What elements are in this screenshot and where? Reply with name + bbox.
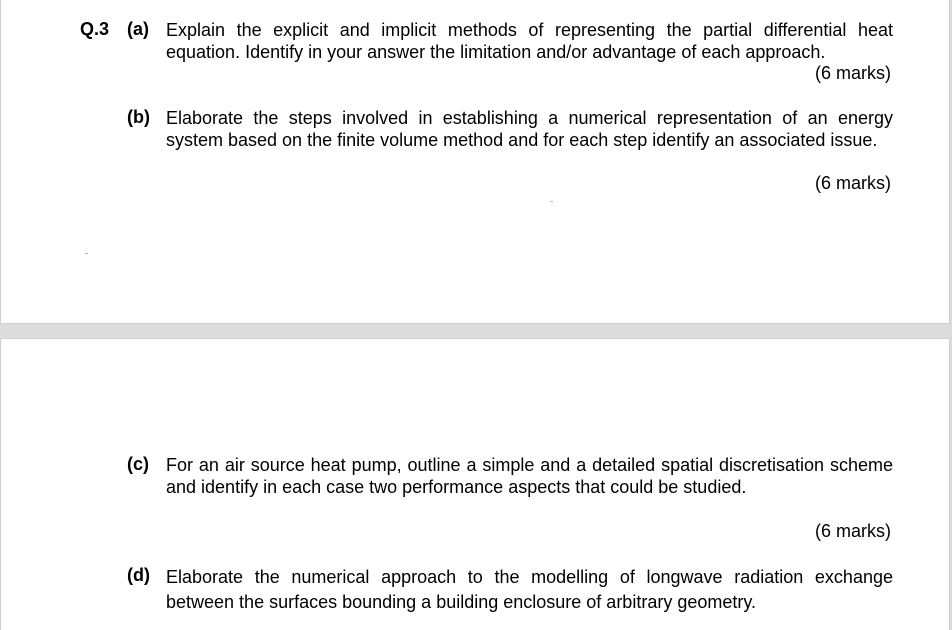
part-a-marks: (6 marks)	[815, 63, 891, 83]
part-a-text: Explain the explicit and implicit methods of representing the partial differential heat equation. Identify in your answer the limitation and/or advantage of each approach.	[166, 20, 893, 62]
document-page-2	[0, 338, 950, 630]
part-d-text: Elaborate the numerical approach to the modelling of longwave radiation exchange between the surfaces bounding a building enclosure of arbitrary geometry.	[166, 567, 893, 612]
part-b-label: (b)	[127, 107, 150, 127]
part-b-text: Elaborate the steps involved in establishing a numerical representation of an energy system based on the finite volume method and for each step identify an associated issue.	[166, 108, 893, 150]
part-a-label: (a)	[127, 19, 149, 39]
question-number: Q.3	[80, 19, 110, 39]
part-d-label: (d)	[127, 565, 150, 585]
scan-speck	[550, 201, 553, 202]
part-c-marks: (6 marks)	[815, 521, 891, 541]
part-b-marks: (6 marks)	[815, 173, 891, 193]
part-c-text: For an air source heat pump, outline a simple and a detailed spatial discretisation scheme and identify in each case two performance aspects that could be studied.	[166, 455, 893, 497]
scan-speck	[85, 253, 88, 254]
part-c-label: (c)	[127, 454, 149, 474]
